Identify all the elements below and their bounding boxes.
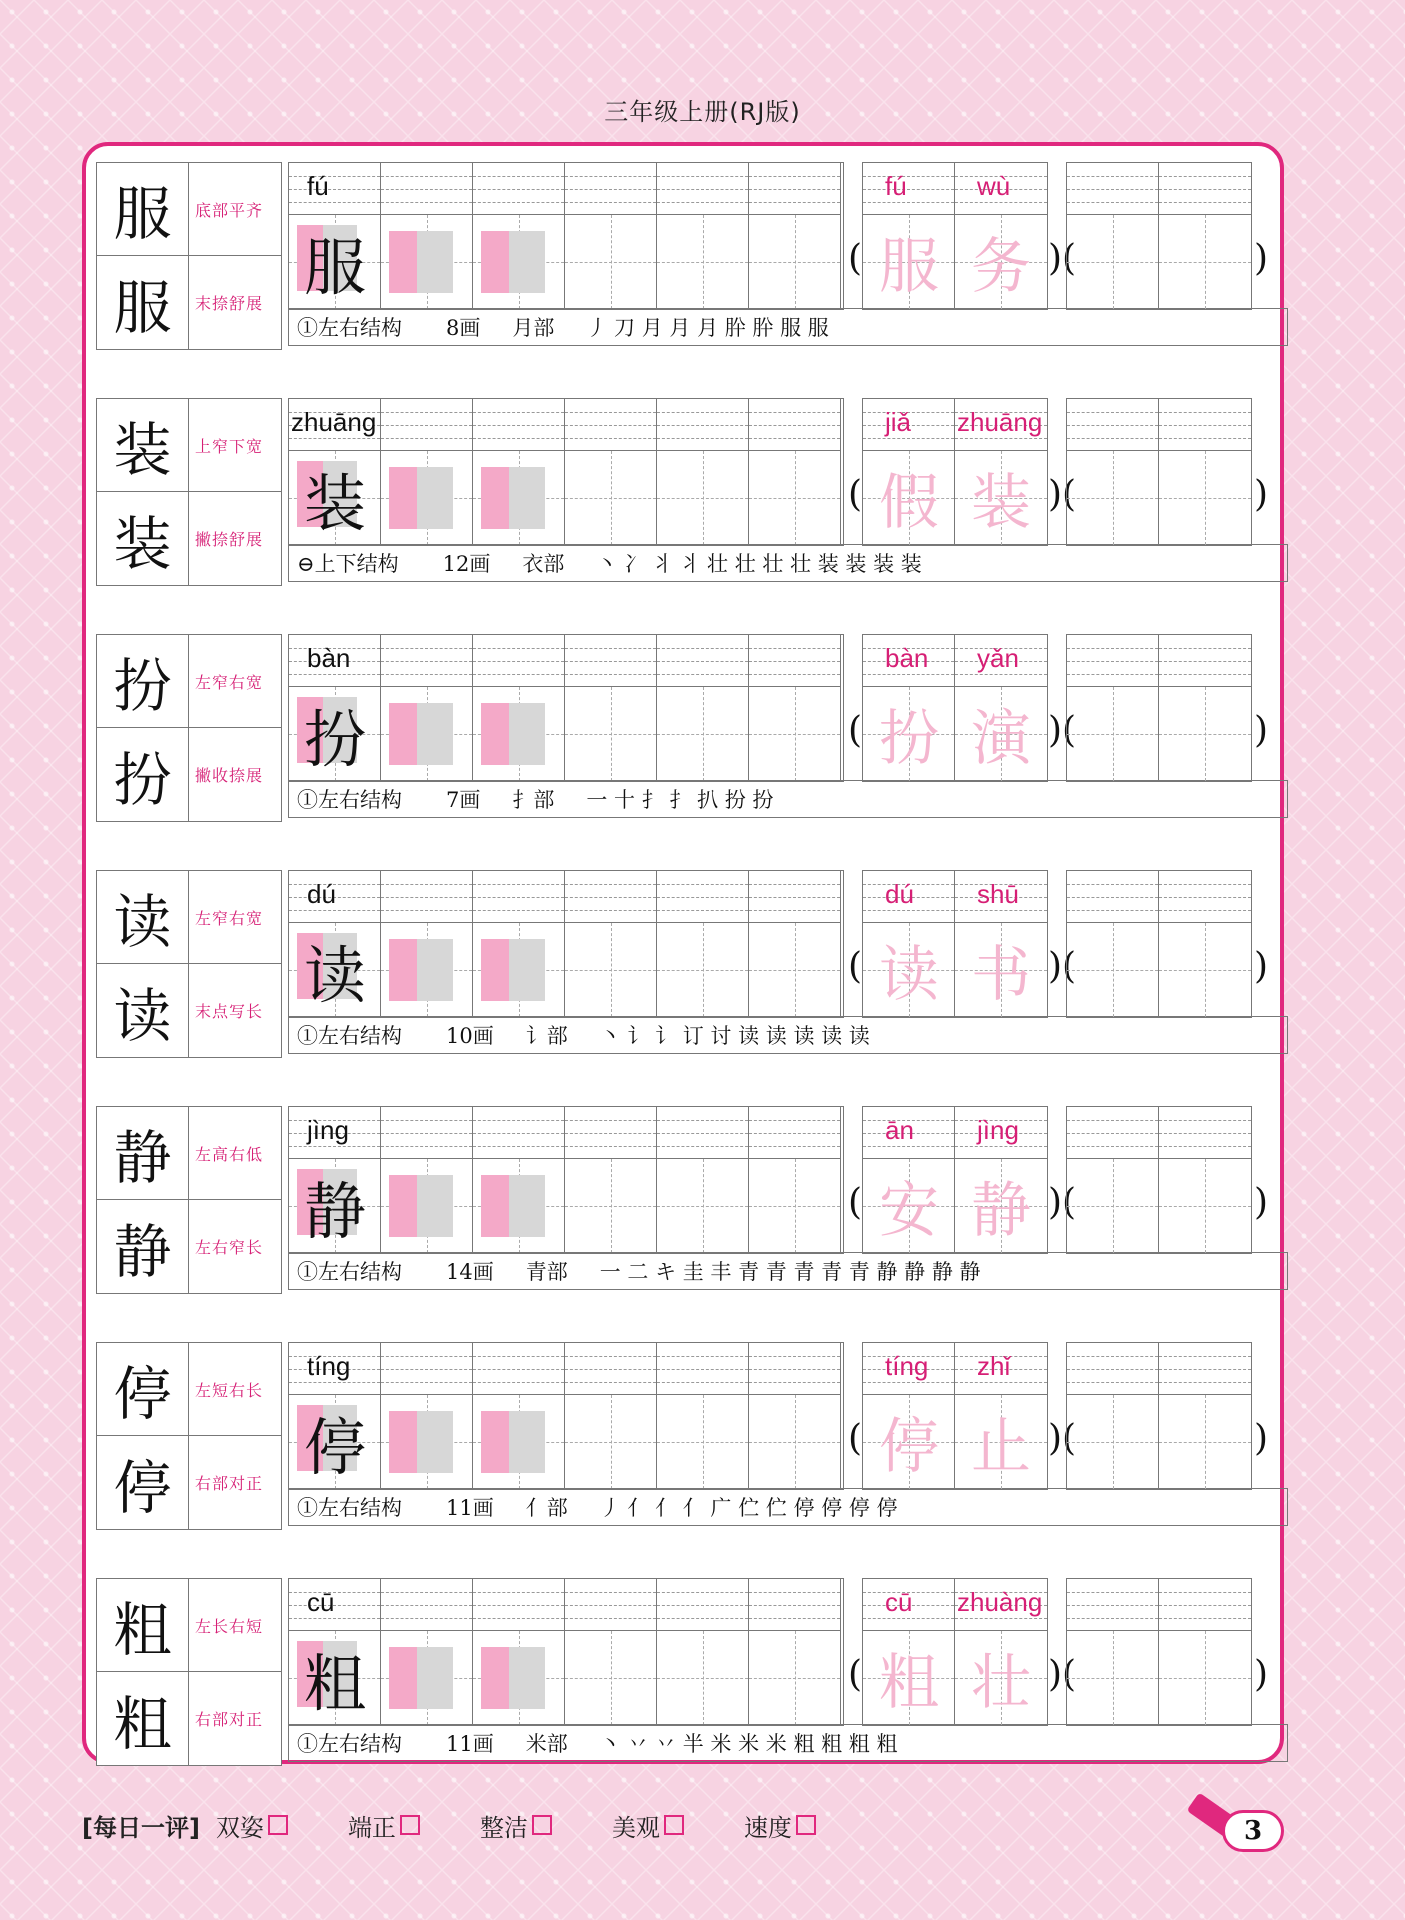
word-cell xyxy=(955,1579,1047,1725)
blank-cell[interactable] xyxy=(1067,635,1159,781)
model-char-annotated: 粗 xyxy=(97,1672,189,1765)
practice-cell[interactable] xyxy=(565,1343,657,1489)
stroke-order: 丶 丷 丷 半 米 米 米 粗 粗 粗 粗 xyxy=(599,1732,898,1756)
practice-cell[interactable] xyxy=(749,163,841,309)
eval-item-posture: 双姿 xyxy=(216,1808,288,1843)
radical: 青部 xyxy=(525,1260,568,1284)
stroke-order: 丶 冫 丬 丬 壮 壮 壮 壮 装 装 装 装 xyxy=(596,552,922,576)
word-pinyin: fú xyxy=(885,171,907,201)
writing-tip: 左长右短 xyxy=(189,1579,281,1672)
practice-cell[interactable] xyxy=(565,1579,657,1725)
practice-cell[interactable] xyxy=(565,1107,657,1253)
blank-cell[interactable] xyxy=(1159,1107,1251,1253)
char-row xyxy=(86,382,1280,582)
writing-tip: 撇捺舒展 xyxy=(195,530,264,549)
blank-word-grid xyxy=(1066,1578,1252,1726)
word-cell xyxy=(863,399,955,545)
word-pinyin: wù xyxy=(977,171,1011,201)
close-paren: ) xyxy=(1254,474,1269,515)
blank-cell[interactable] xyxy=(1159,635,1251,781)
model-char: 读 xyxy=(97,871,189,964)
word-grid xyxy=(862,162,1048,310)
practice-grid xyxy=(288,1106,844,1254)
word-cell xyxy=(863,1107,955,1253)
word-trace-char: 读 xyxy=(879,940,939,1010)
word-grid xyxy=(862,1106,1048,1254)
pinyin: zhuāng xyxy=(291,407,377,437)
close-paren: )( xyxy=(1048,1182,1077,1223)
radical: 米部 xyxy=(525,1732,568,1756)
word-pinyin: yǎn xyxy=(977,643,1019,673)
close-paren: ) xyxy=(1254,710,1269,751)
blank-word-grid xyxy=(1066,398,1252,546)
word-pinyin: zhuàng xyxy=(957,1587,1043,1617)
daily-evaluation xyxy=(82,1805,876,1845)
practice-grid xyxy=(288,1578,844,1726)
close-paren: )( xyxy=(1048,1418,1077,1459)
eval-item-speed: 速度 xyxy=(744,1808,816,1843)
word-pinyin: cū xyxy=(885,1587,913,1617)
radical: 衣部 xyxy=(522,552,565,576)
model-box xyxy=(96,398,282,586)
pinyin: dú xyxy=(307,879,336,909)
practice-cell[interactable] xyxy=(565,635,657,781)
trace-char: 装 xyxy=(303,466,366,540)
structure: ①左右结构 xyxy=(297,788,402,812)
char-row xyxy=(86,1326,1280,1526)
open-paren: ( xyxy=(848,1418,863,1459)
model-box xyxy=(96,870,282,1058)
model-char-annotated: 读 xyxy=(97,964,189,1057)
trace-char: 停 xyxy=(303,1410,366,1484)
word-pinyin: jìng xyxy=(977,1115,1019,1145)
radical: 扌部 xyxy=(512,788,555,812)
open-paren: ( xyxy=(848,238,863,279)
blank-cell[interactable] xyxy=(1067,1343,1159,1489)
practice-cell[interactable] xyxy=(657,1343,749,1489)
practice-frame xyxy=(82,142,1284,1764)
word-cell xyxy=(955,1343,1047,1489)
word-pinyin: tíng xyxy=(885,1351,929,1381)
close-paren: ) xyxy=(1254,238,1269,279)
word-cell xyxy=(863,163,955,309)
char-row xyxy=(86,146,1280,346)
practice-grid xyxy=(288,870,844,1018)
stroke-info xyxy=(288,1724,1288,1762)
structure: ①左右结构 xyxy=(297,316,402,340)
word-grid xyxy=(862,634,1048,782)
word-cell xyxy=(863,635,955,781)
word-pinyin: zhǐ xyxy=(977,1351,1011,1381)
close-paren: ) xyxy=(1254,1654,1269,1695)
model-char: 停 xyxy=(97,1343,189,1436)
stroke-info xyxy=(288,1252,1288,1290)
word-trace-char: 壮 xyxy=(971,1648,1031,1718)
stroke-order: 丿 刀 月 月 月 肸 肸 服 服 xyxy=(586,316,829,340)
char-row xyxy=(86,1562,1280,1762)
practice-cell[interactable] xyxy=(657,1579,749,1725)
structure: ①左右结构 xyxy=(297,1260,402,1284)
trace-char: 静 xyxy=(303,1174,366,1248)
radical: 亻部 xyxy=(525,1496,568,1520)
word-cell xyxy=(955,163,1047,309)
blank-cell[interactable] xyxy=(1067,1107,1159,1253)
radical: 月部 xyxy=(512,316,555,340)
structure: ①左右结构 xyxy=(297,1496,402,1520)
writing-tip: 左窄右宽 xyxy=(189,871,281,964)
word-pinyin: zhuāng xyxy=(957,407,1043,437)
word-pinyin: shū xyxy=(977,879,1019,909)
stroke-count: 14画 xyxy=(446,1260,494,1284)
open-paren: ( xyxy=(848,474,863,515)
blank-cell[interactable] xyxy=(1159,1343,1251,1489)
blank-cell[interactable] xyxy=(1159,1579,1251,1725)
model-box xyxy=(96,1578,282,1766)
stroke-order: 一 二 キ 圭 丰 青 青 青 青 青 静 静 静 静 xyxy=(599,1260,981,1284)
word-trace-char: 演 xyxy=(971,704,1031,774)
word-trace-char: 静 xyxy=(971,1176,1031,1246)
stroke-count: 11画 xyxy=(446,1496,494,1520)
practice-cell[interactable] xyxy=(749,1579,841,1725)
blank-word-grid xyxy=(1066,1342,1252,1490)
writing-tip: 上窄下宽 xyxy=(189,399,281,492)
trace-char: 扮 xyxy=(303,702,366,776)
model-char-annotated: 装 xyxy=(97,492,189,585)
model-box xyxy=(96,1342,282,1530)
stroke-order: 一 十 扌 扌 扒 扮 扮 xyxy=(586,788,774,812)
eval-item-tidy: 整洁 xyxy=(480,1808,552,1843)
writing-tip: 末捺舒展 xyxy=(195,294,264,313)
blank-cell[interactable] xyxy=(1067,1579,1159,1725)
checkbox-beauty[interactable] xyxy=(664,1815,684,1835)
word-cell xyxy=(863,1343,955,1489)
checkbox-neat-form[interactable] xyxy=(400,1815,420,1835)
eval-item-neat-form: 端正 xyxy=(348,1808,420,1843)
blank-cell[interactable] xyxy=(1067,871,1159,1017)
open-paren: ( xyxy=(848,1654,863,1695)
word-trace-char: 服 xyxy=(879,232,939,302)
blank-cell[interactable] xyxy=(1067,399,1159,545)
word-trace-char: 停 xyxy=(879,1412,939,1482)
word-trace-char: 务 xyxy=(971,232,1031,302)
word-grid xyxy=(862,1342,1048,1490)
writing-tip: 右部对正 xyxy=(195,1710,264,1729)
word-cell xyxy=(955,871,1047,1017)
word-pinyin: ān xyxy=(885,1115,914,1145)
practice-cell[interactable] xyxy=(749,399,841,545)
word-trace-char: 扮 xyxy=(879,704,939,774)
stroke-info xyxy=(288,308,1288,346)
word-grid xyxy=(862,1578,1048,1726)
practice-grid xyxy=(288,398,844,546)
stroke-info xyxy=(288,780,1288,818)
writing-tip: 左高右低 xyxy=(189,1107,281,1200)
writing-tip: 左短右长 xyxy=(189,1343,281,1436)
word-cell xyxy=(955,1107,1047,1253)
stroke-info xyxy=(288,544,1288,582)
word-pinyin: jiǎ xyxy=(885,407,912,437)
blank-cell[interactable] xyxy=(1159,163,1251,309)
stroke-info xyxy=(288,1488,1288,1526)
word-trace-char: 安 xyxy=(879,1176,939,1246)
word-cell xyxy=(955,399,1047,545)
checkbox-posture[interactable] xyxy=(268,1815,288,1835)
word-cell xyxy=(863,871,955,1017)
model-char-annotated: 扮 xyxy=(97,728,189,821)
word-trace-char: 假 xyxy=(879,468,939,538)
model-char: 静 xyxy=(97,1107,189,1200)
practice-grid xyxy=(288,634,844,782)
page-number-badge: 3 xyxy=(1222,1810,1284,1852)
stroke-count: 12画 xyxy=(442,552,491,576)
eval-item-beauty: 美观 xyxy=(612,1808,684,1843)
writing-tip: 左窄右宽 xyxy=(189,635,281,728)
word-grid xyxy=(862,398,1048,546)
practice-cell[interactable] xyxy=(657,1107,749,1253)
blank-word-grid xyxy=(1066,634,1252,782)
practice-cell[interactable] xyxy=(749,871,841,1017)
model-box xyxy=(96,162,282,350)
model-box xyxy=(96,1106,282,1294)
trace-char: 读 xyxy=(303,938,366,1012)
open-paren: ( xyxy=(848,946,863,987)
pinyin: bàn xyxy=(307,643,351,673)
blank-word-grid xyxy=(1066,1106,1252,1254)
stroke-order: 丶 讠 讠 订 讨 读 读 读 读 读 xyxy=(599,1024,870,1048)
practice-cell[interactable] xyxy=(657,163,749,309)
structure: ⊖上下结构 xyxy=(297,552,399,576)
char-row xyxy=(86,618,1280,818)
stroke-count: 7画 xyxy=(446,788,481,812)
model-char: 扮 xyxy=(97,635,189,728)
model-char-annotated: 服 xyxy=(97,256,189,349)
practice-cell[interactable] xyxy=(749,635,841,781)
stroke-count: 10画 xyxy=(446,1024,494,1048)
model-char-annotated: 停 xyxy=(97,1436,189,1529)
blank-word-grid xyxy=(1066,870,1252,1018)
writing-tip: 末点写长 xyxy=(195,1002,264,1021)
pinyin: fú xyxy=(307,171,329,201)
practice-cell[interactable] xyxy=(749,1343,841,1489)
close-paren: )( xyxy=(1048,946,1077,987)
open-paren: ( xyxy=(848,1182,863,1223)
practice-grid xyxy=(288,162,844,310)
blank-cell[interactable] xyxy=(1159,871,1251,1017)
practice-cell[interactable] xyxy=(657,635,749,781)
practice-cell[interactable] xyxy=(565,399,657,545)
word-pinyin: dú xyxy=(885,879,914,909)
word-grid xyxy=(862,870,1048,1018)
pinyin: jìng xyxy=(307,1115,349,1145)
word-cell xyxy=(863,1579,955,1725)
close-paren: )( xyxy=(1048,1654,1077,1695)
writing-tip: 底部平齐 xyxy=(189,163,281,256)
model-char: 装 xyxy=(97,399,189,492)
char-row xyxy=(86,1090,1280,1290)
practice-cell[interactable] xyxy=(565,163,657,309)
model-char-annotated: 静 xyxy=(97,1200,189,1293)
stroke-info xyxy=(288,1016,1288,1054)
word-trace-char: 止 xyxy=(971,1412,1031,1482)
trace-char: 服 xyxy=(303,230,366,304)
word-trace-char: 装 xyxy=(971,468,1031,538)
close-paren: ) xyxy=(1254,1418,1269,1459)
blank-cell[interactable] xyxy=(1159,399,1251,545)
practice-cell[interactable] xyxy=(657,399,749,545)
checkbox-tidy[interactable] xyxy=(532,1815,552,1835)
word-trace-char: 粗 xyxy=(879,1648,939,1718)
pinyin: cū xyxy=(307,1587,335,1617)
stroke-order: 丿 亻 亻 亻 广 伫 伫 停 停 停 停 xyxy=(599,1496,898,1520)
stroke-count: 8画 xyxy=(446,316,481,340)
word-trace-char: 书 xyxy=(971,940,1031,1010)
model-char: 服 xyxy=(97,163,189,256)
blank-word-grid xyxy=(1066,162,1252,310)
char-row xyxy=(86,854,1280,1054)
stroke-count: 11画 xyxy=(446,1732,494,1756)
writing-tip: 右部对正 xyxy=(195,1474,264,1493)
practice-cell[interactable] xyxy=(657,871,749,1017)
model-char: 粗 xyxy=(97,1579,189,1672)
radical: 讠部 xyxy=(525,1024,568,1048)
practice-cell[interactable] xyxy=(565,871,657,1017)
structure: ①左右结构 xyxy=(297,1732,402,1756)
close-paren: ) xyxy=(1254,946,1269,987)
blank-cell[interactable] xyxy=(1067,163,1159,309)
close-paren: )( xyxy=(1048,710,1077,751)
close-paren: )( xyxy=(1048,238,1077,279)
close-paren: )( xyxy=(1048,474,1077,515)
evaluation-label: [每日一评] xyxy=(82,1813,200,1842)
writing-tip: 撇收捺展 xyxy=(195,766,264,785)
structure: ①左右结构 xyxy=(297,1024,402,1048)
word-cell xyxy=(955,635,1047,781)
trace-char: 粗 xyxy=(303,1646,366,1720)
practice-grid xyxy=(288,1342,844,1490)
open-paren: ( xyxy=(848,710,863,751)
writing-tip: 左右窄长 xyxy=(195,1238,264,1257)
pinyin: tíng xyxy=(307,1351,351,1381)
word-pinyin: bàn xyxy=(885,643,929,673)
page-header: 三年级上册(RJ版) xyxy=(604,98,801,126)
checkbox-speed[interactable] xyxy=(796,1815,816,1835)
close-paren: ) xyxy=(1254,1182,1269,1223)
practice-cell[interactable] xyxy=(749,1107,841,1253)
model-box xyxy=(96,634,282,822)
